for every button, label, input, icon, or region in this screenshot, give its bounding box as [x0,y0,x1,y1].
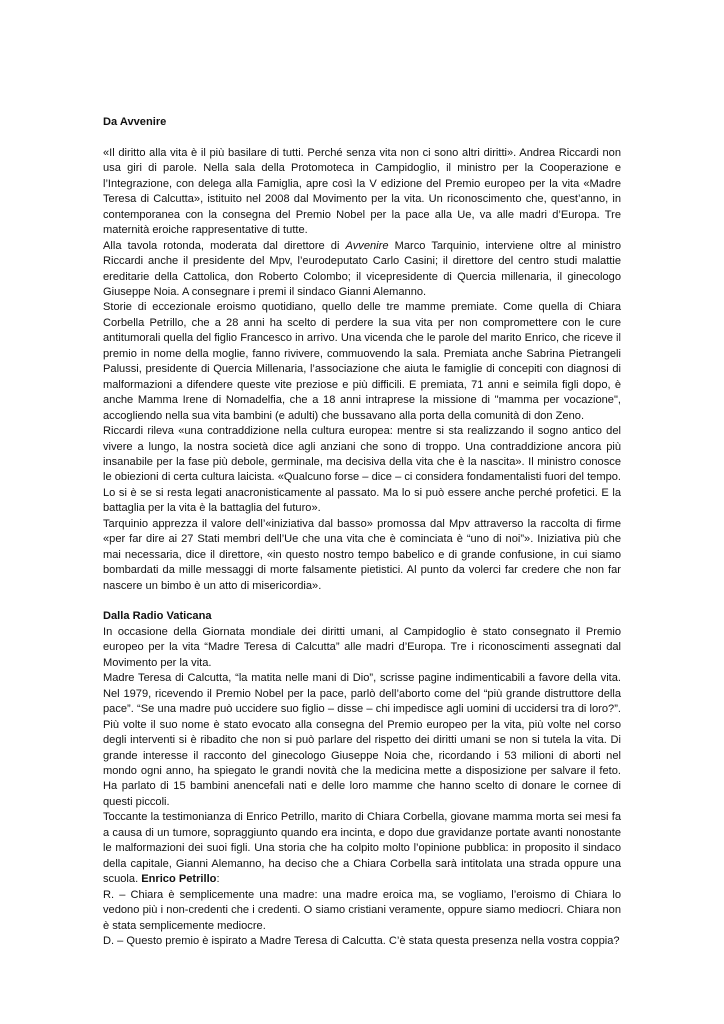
paragraph: D. – Questo premio è ispirato a Madre Teresa di Calcutta. C’è stata questa presenza nella vostra coppia? [103,934,620,947]
paragraph: Tarquinio apprezza il valore dell’«iniziativa dal basso» promossa dal Mpv attraverso la raccolta di firme «per far dire ai 27 Stati membri dell’Ue che una vita che è cominciata è “uno di noi”». Iniziativa più che mai necessaria, dice il direttore, «in questo nostro tempo babelico e di grande confusione, in cui siamo bombardati da mille messaggi di morte falsamente pietistici. Al punto da volerci far credere che non far nascere un bimbo è un atto di misericordia». [103,517,621,592]
paragraph: R. – Chiara è semplicemente una madre: una madre eroica ma, se vogliamo, l’eroismo di Chiara lo vedono più i non-credenti che i credenti. O siamo cristiani veramente, oppure siamo mediocri. Chiara non è stata semplicemente mediocre. [103,888,621,932]
document-page [103,115,621,949]
newspaper-name: Avvenire [345,239,389,252]
paragraph: «Il diritto alla vita è il più basilare di tutti. Perché senza vita non ci sono altri diritti». Andrea Riccardi non usa giri di parole. Nella sala della Protomoteca in Campidoglio, il ministro per la Cooperazione e l’Integrazione, con delega alla Famiglia, apre così la V edizione del Premio europeo per la vita «Madre Teresa di Calcutta», istituito nel 2008 dal Movimento per la vita. Un riconoscimento che, quest’anno, in contemporanea con la consegna del Premio Nobel per la pace alla Ue, va alle madri d’Europa. Tre maternità eroiche rappresentative di tutte. [103,146,621,237]
speaker-name: Enrico Petrillo [141,873,217,886]
section-heading-radio-vaticana: Dalla Radio Vaticana [103,610,212,623]
section-heading-avvenire: Da Avvenire [103,116,167,128]
paragraph: Storie di eccezionale eroismo quotidiano, quello delle tre mamme premiate. Come quella di Chiara Corbella Petrillo, che a 28 anni ha scelto di perdere la sua vita per non compromettere con le cure antitumorali quella del figlio Francesco in arrivo. Una vicenda che le parole del marito Enrico, che riceve il premio in nome della moglie, fanno rivivere, commuovendo la sala. Premiata anche Sabrina Pietrangeli Palussi, presidente di Quercia Millenaria, l’associazione che aiuta le famiglie di concepiti con diagnosi di malformazioni a difendere queste vite preziose e più difficili. E premiata, 71 anni e seimila figli dopo, è anche Mamma Irene di Nomadelfia, che a 18 anni intraprese la missione di "mamma per vocazione", accogliendo nella sua vita bambini (e adulti) che bussavano alla porta della comunità di don Zeno. [103,301,621,422]
paragraph-text: : [216,873,220,886]
spacer [103,130,621,145]
paragraph-text: Marco Tarquinio, interviene oltre al ministro Riccardi anche il presidente del Mpv, l’eurodeputato Carlo Casini; il direttore del centro studi malattie ereditarie della Cattolica, don Roberto Colombo; il vicepresidente di Quercia millenaria, il ginecologo Giuseppe Noia. A consegnare i premi il sindaco Gianni Alemanno. [103,239,621,298]
paragraph: Madre Teresa di Calcutta, “la matita nelle mani di Dio”, scrisse pagine indimenticabili a favore della vita. Nel 1979, ricevendo il Premio Nobel per la pace, parlò dell’aborto come del “più grande distruttore della pace”. “Se una madre può uccidere suo figlio – disse – chi impedisce agli uomini di uccidersi tra di loro?”. Più volte il suo nome è stato evocato alla consegna del Premio europeo per la vita, più volte nel corso degli interventi si è ribadito che non si può parlare del rispetto dei diritti umani se non si tutela la vita. Di grande interesse il racconto del ginecologo Giuseppe Noia che, ricordando i 53 milioni di aborti nel mondo ogni anno, ha spiegato le grandi novità che la medicina mette a disposizione per salvare il feto. Ha parlato di 15 bambini anencefali nati e delle loro mamme che hanno scelto di donare le cornee di questi piccoli. [103,672,621,808]
paragraph: Riccardi rileva «una contraddizione nella cultura europea: mentre si sta realizzando il sogno antico del vivere a lungo, la nostra società dice agli anziani che sono di troppo. Una contraddizione ancora più insanabile per la fase più debole, germinale, ma decisiva della vita che è la nascita». Il ministro conosce le obiezioni di certa cultura laicista. «Qualcuno forse – dice – ci considera fondamentalisti fuori del tempo. Lo si è se si resta legati anacronisticamente al passato. Ma lo si può essere anche perché profetici. E la battaglia per la vita è la battaglia del futuro». [103,425,621,515]
paragraph [103,239,621,301]
spacer [103,594,621,609]
paragraph-text: Alla tavola rotonda, moderata dal direttore di [103,239,346,252]
paragraph [103,810,621,887]
paragraph: In occasione della Giornata mondiale dei diritti umani, al Campidoglio è stato consegnato il Premio europeo per la vita “Madre Teresa di Calcutta” alle madri d’Europa. Tre i riconoscimenti assegnati dal Movimento per la vita. [103,625,621,669]
paragraph-text: Toccante la testimonianza di Enrico Petrillo, marito di Chiara Corbella, giovane mamma morta sei mesi fa a causa di un tumore, sopraggiunto quando era incinta, e dopo due gravidanze portate avanti nonostante le malformazioni dei suoi figli. Una storia che ha colpito molto l’opinione pubblica: in proposito il sindaco della capitale, Gianni Alemanno, ha deciso che a Chiara Corbella sarà intitolata una strada oppure una scuola. [103,811,621,886]
